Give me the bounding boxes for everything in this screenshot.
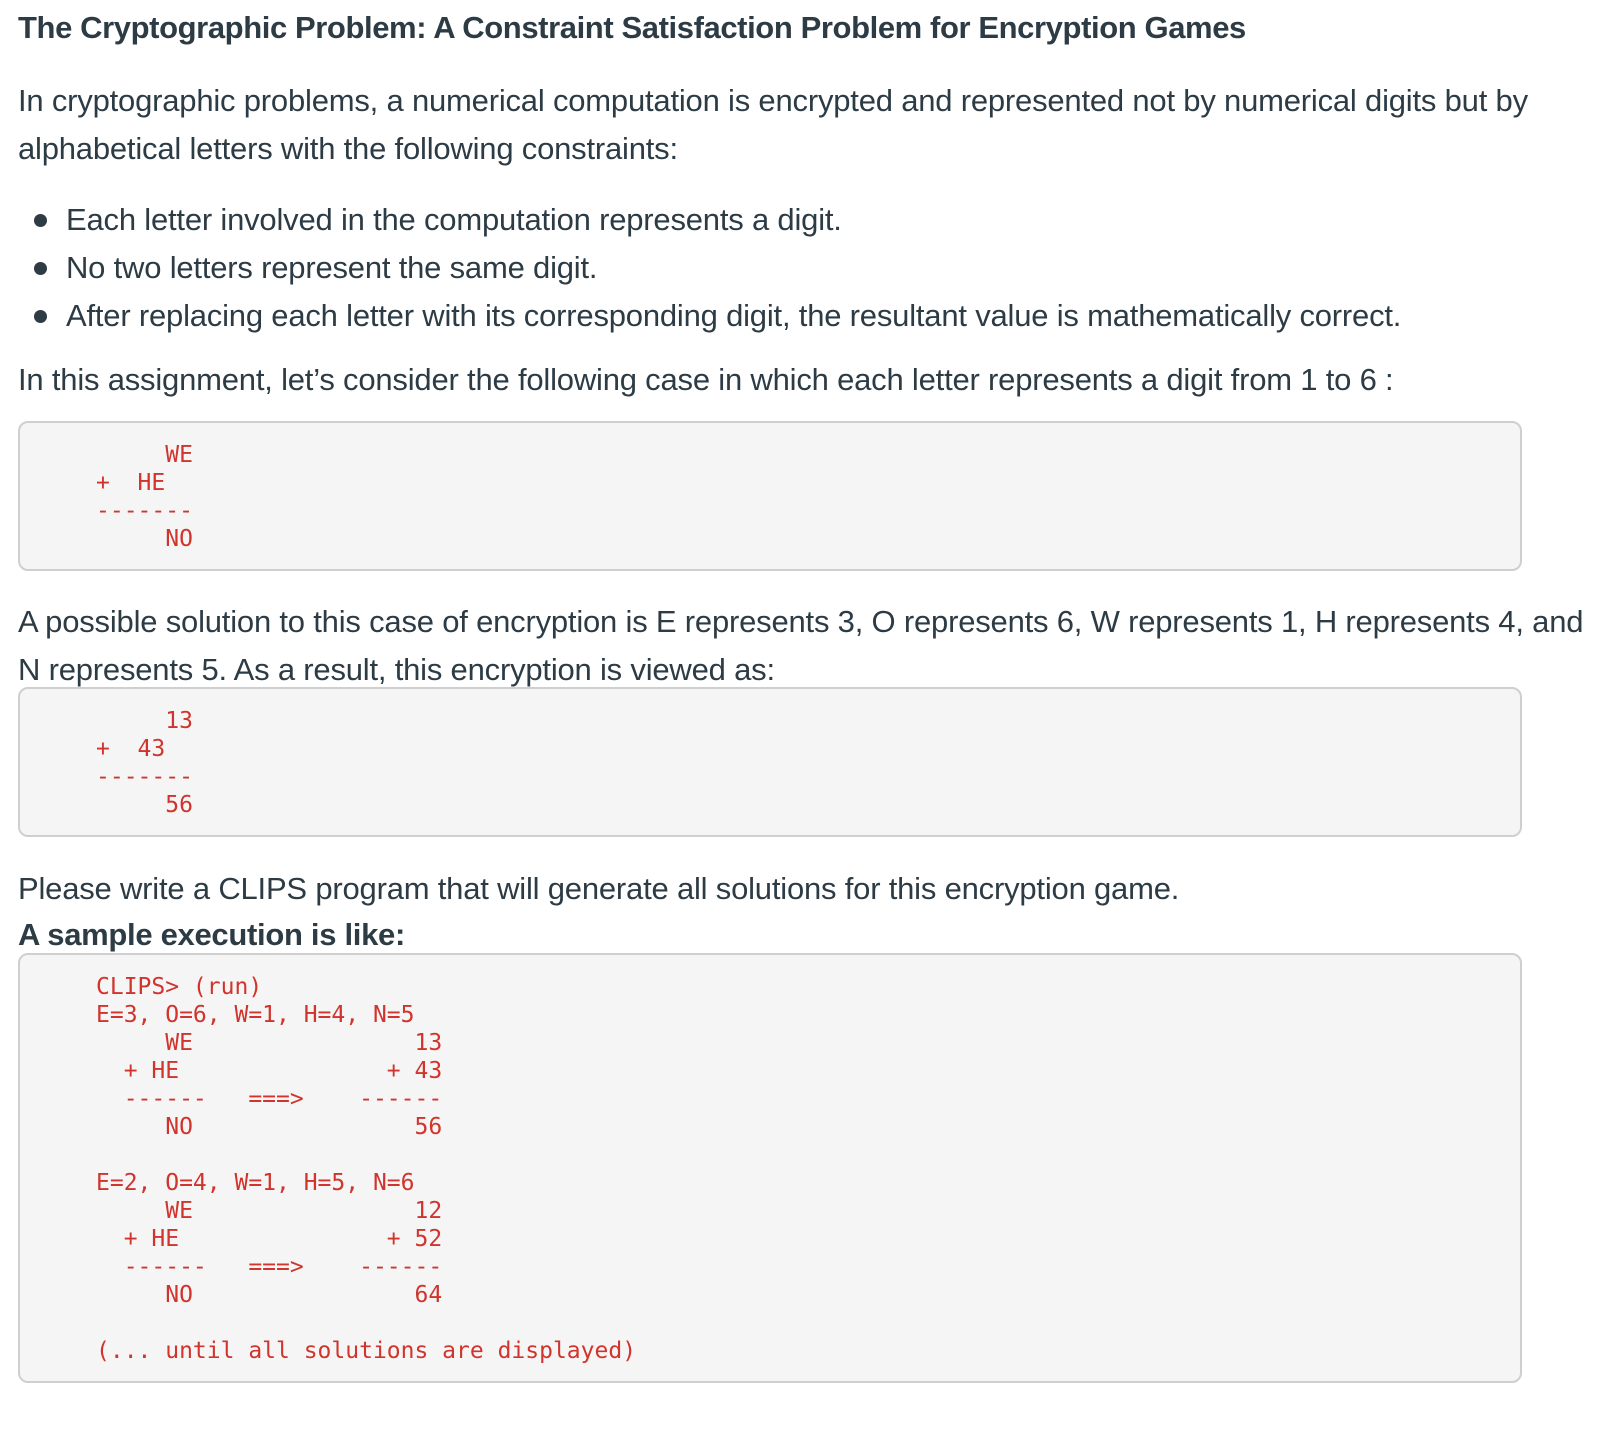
bullet-icon [34,310,47,323]
constraint-item [18,196,1401,244]
sample-execution-code-block [18,953,1522,1383]
task-paragraph: Please write a CLIPS program that will generate all solutions for this encryption game. [18,871,1180,906]
sample-execution-code: CLIPS> (run) E=3, O=6, W=1, H=4, N=5 WE 13 + HE + 43 ------ ===> ------ NO 56 E=2, O=4, W=1, H=5, N=6 WE 12 + HE + 52 ------ ===> ------ NO 64 (... until all solutions are displayed) [96,974,637,1364]
bullet-icon [34,214,47,227]
constraint-text: Each letter involved in the computation represents a digit. [66,202,842,237]
solution-code-block [18,687,1522,837]
constraints-list [18,196,1401,340]
page-title: The Cryptographic Problem: A Constraint Satisfaction Problem for Encryption Games [18,10,1246,45]
bullet-icon [34,262,47,275]
constraint-item [18,244,1401,292]
solution-paragraph: A possible solution to this case of encryption is E represents 3, O represents 6, W represents 1, H represents 4, and N represents 5. As a result, this encryption is viewed as: [18,604,1584,687]
puzzle-code-block [18,421,1522,571]
constraint-item [18,292,1401,340]
sample-heading: A sample execution is like: [18,917,406,952]
case-paragraph: In this assignment, let’s consider the following case in which each letter represents a digit from 1 to 6 : [18,362,1394,397]
puzzle-code: WE + HE ------- NO [96,442,193,552]
constraint-text: After replacing each letter with its corresponding digit, the resultant value is mathematically correct. [66,298,1402,333]
intro-paragraph: In cryptographic problems, a numerical computation is encrypted and represented not by numerical digits but by alphabetical letters with the following constraints: [18,83,1528,166]
constraint-text: No two letters represent the same digit. [66,250,598,285]
solution-code: 13 + 43 ------- 56 [96,708,193,818]
